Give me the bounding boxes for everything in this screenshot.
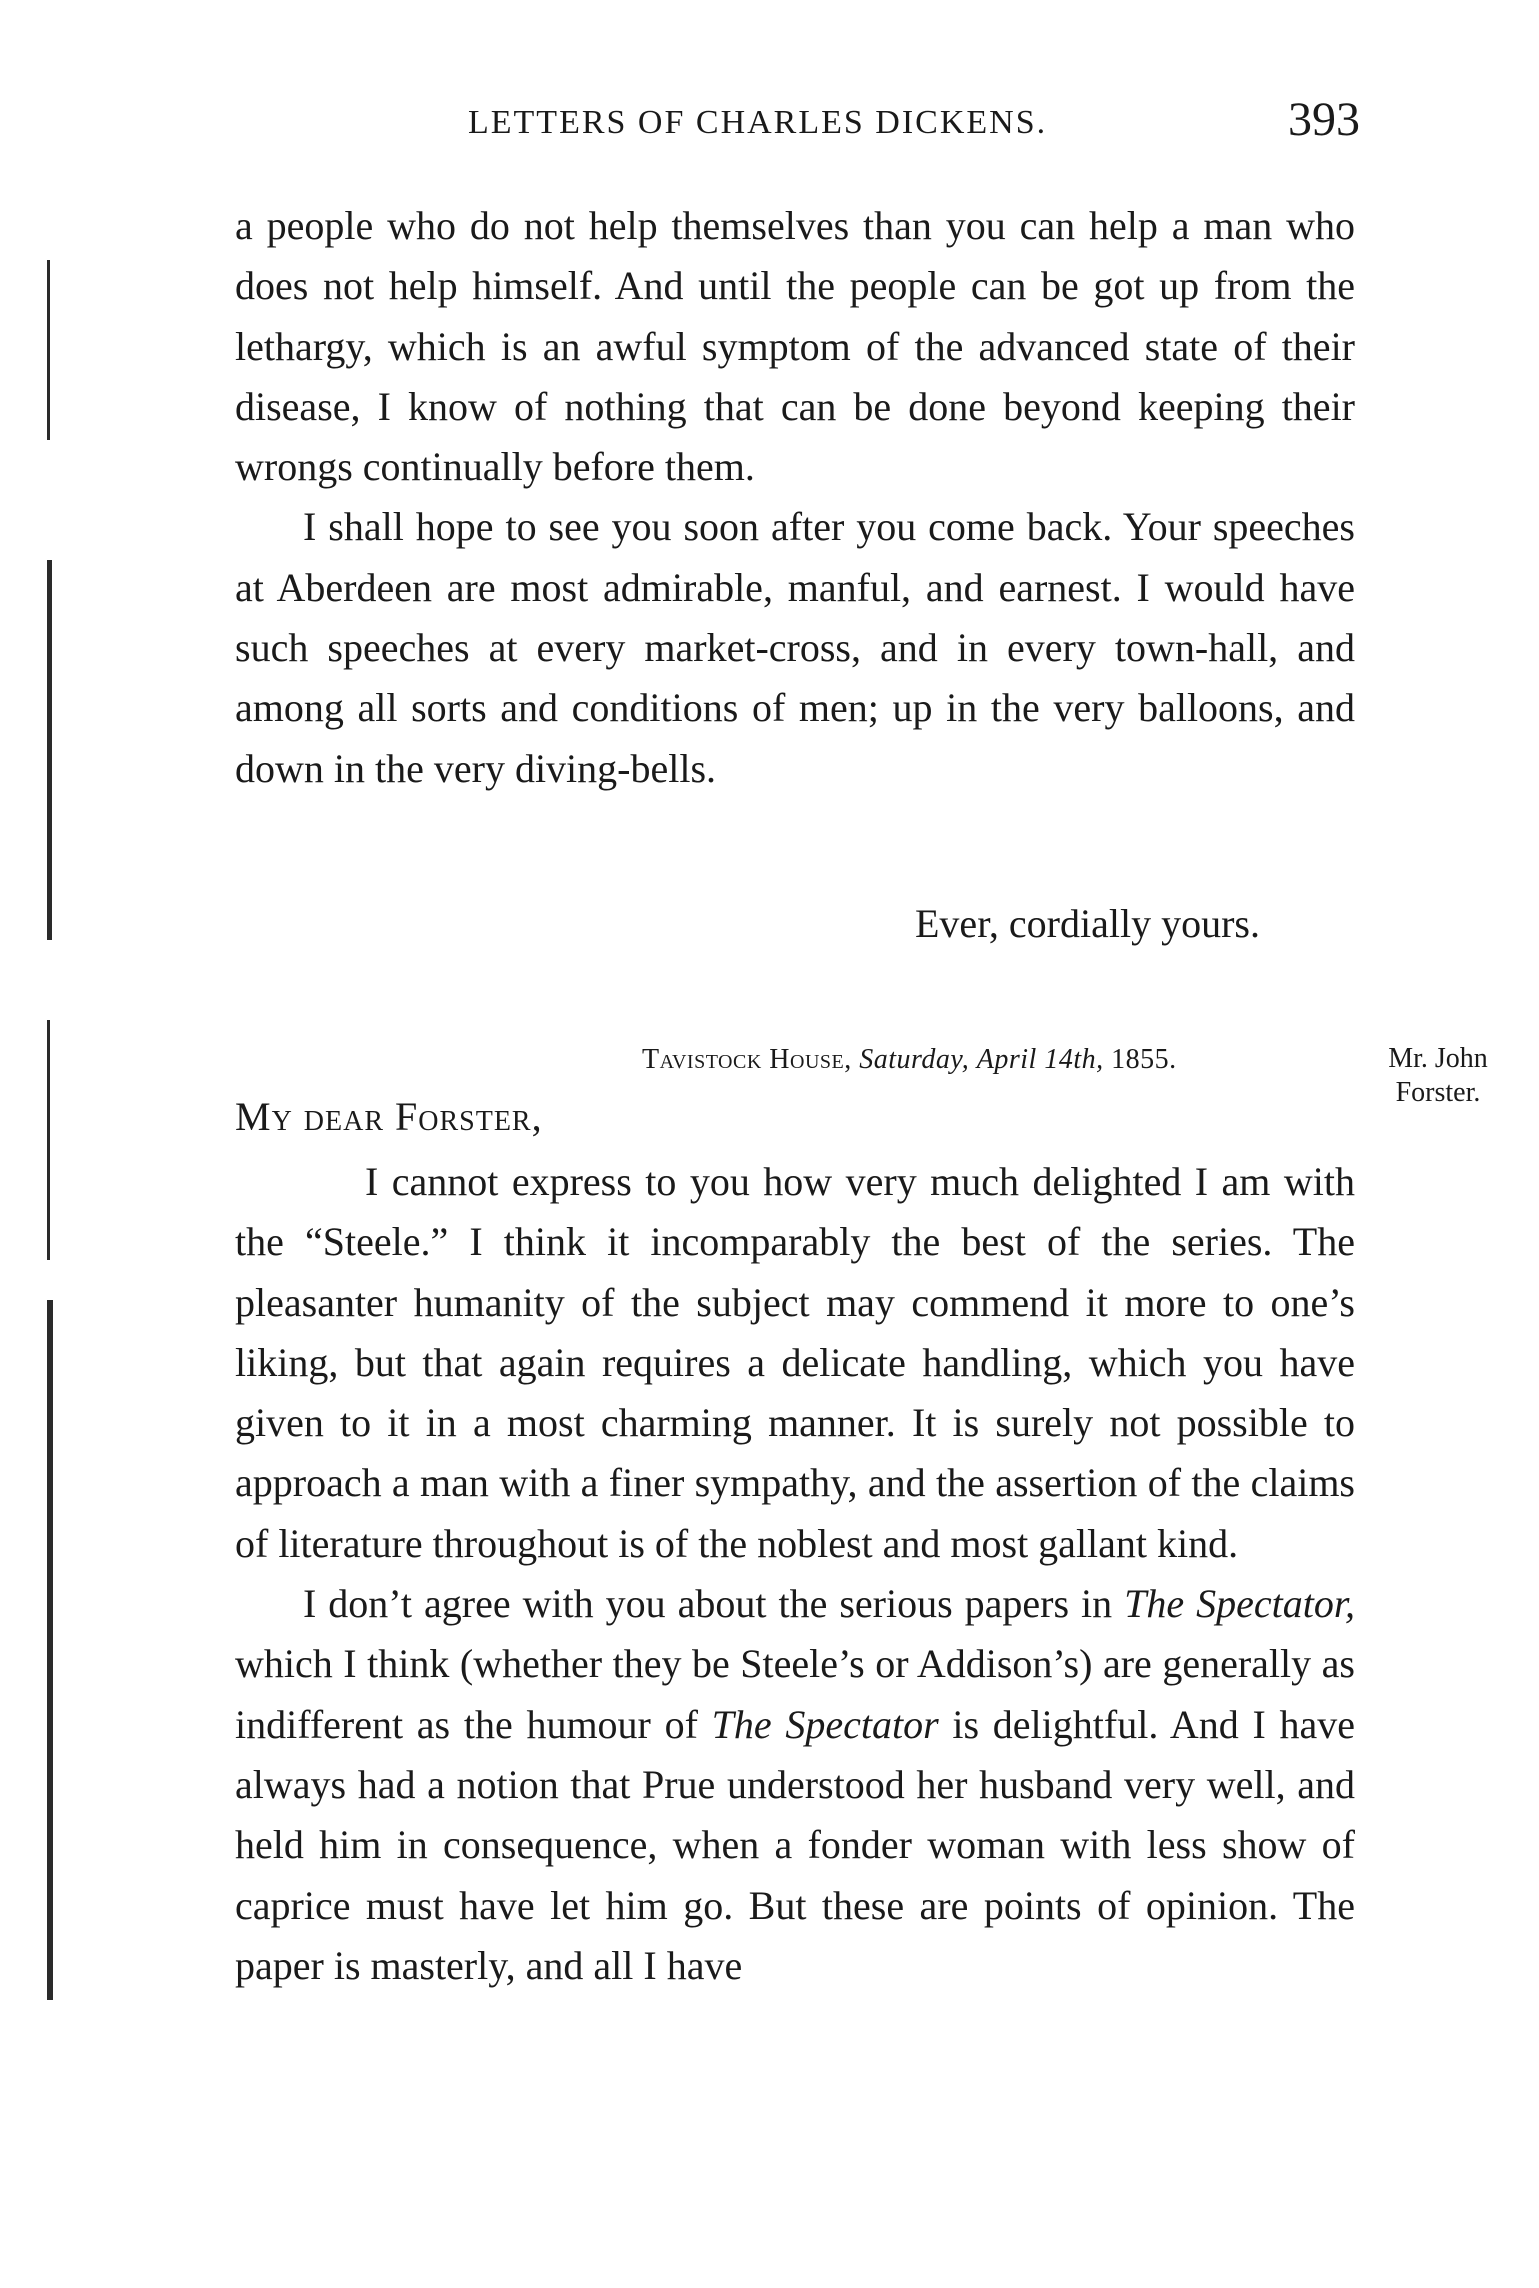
letter-1-body <box>235 196 1355 799</box>
dateline-day: Saturday, <box>859 1044 970 1075</box>
page-number: 393 <box>1288 93 1360 146</box>
letter-2-salutation: My dear Forster, <box>235 1094 543 1139</box>
text-run: is delightful. And I have always had a notion that Prue understood her husband very well, and held him in consequence, when a fonder woman with less show of caprice must have let him go. But these are points of opinion. The paper is masterly, and all I have <box>235 1701 1355 1988</box>
italic-title-run: The Spectator, <box>1124 1581 1355 1627</box>
letter-2-body <box>235 1152 1355 1996</box>
dateline-place: Tavistock House, <box>642 1044 852 1075</box>
letter-1-paragraph: I shall hope to see you soon after you come back. Your speeches at Aberdeen are most admirable, manful, and earnest. I would have such speeches at every market-cross, and in every town-hall, and among all sorts and conditions of men; up in the very balloons, and down in the very diving-bells. <box>235 504 1355 791</box>
letter-1-closing: Ever, cordially yours. <box>915 901 1260 946</box>
italic-title-run: The Spectator <box>711 1701 939 1747</box>
recipient-margin-note: Mr. John Forster. <box>1388 1043 1488 1108</box>
letter-1-paragraph: a people who do not help themselves than you can help a man who does not help himself. And until the people can be got up from the lethargy, which is an awful symptom of the advanced state of their disease, I know of nothing that can be done beyond keeping their wrongs continually before them. <box>235 203 1355 490</box>
text-run: I don’t agree with you about the serious papers in <box>303 1581 1125 1627</box>
letter-2-paragraph-2 <box>235 1574 1355 1996</box>
running-head <box>440 92 1360 152</box>
binding-shadow <box>40 260 60 2100</box>
letter-2-paragraph-1 <box>235 1152 1355 1574</box>
dateline-date: April 14th, <box>976 1044 1104 1075</box>
letter-2-dateline <box>642 1044 1177 1076</box>
running-title: LETTERS OF CHARLES DICKENS. <box>468 104 1048 141</box>
text-run: which I think (whether they be Steele’s or Addison’s) are generally as indifferent as the humour of <box>235 1641 1355 1747</box>
text-run: I cannot express to you how very much delighted I am with the “Steele.” I think it incomparably the best of the series. The pleasanter humanity of the subject may commend it more to one’s liking, but that again requires a delicate handling, which you have given to it in a most charming manner. It is surely not possible to approach a man with a finer sympathy, and the assertion of the claims of literature throughout is of the noblest and most gallant kind. <box>235 1159 1355 1566</box>
dateline-year: 1855. <box>1111 1044 1177 1075</box>
